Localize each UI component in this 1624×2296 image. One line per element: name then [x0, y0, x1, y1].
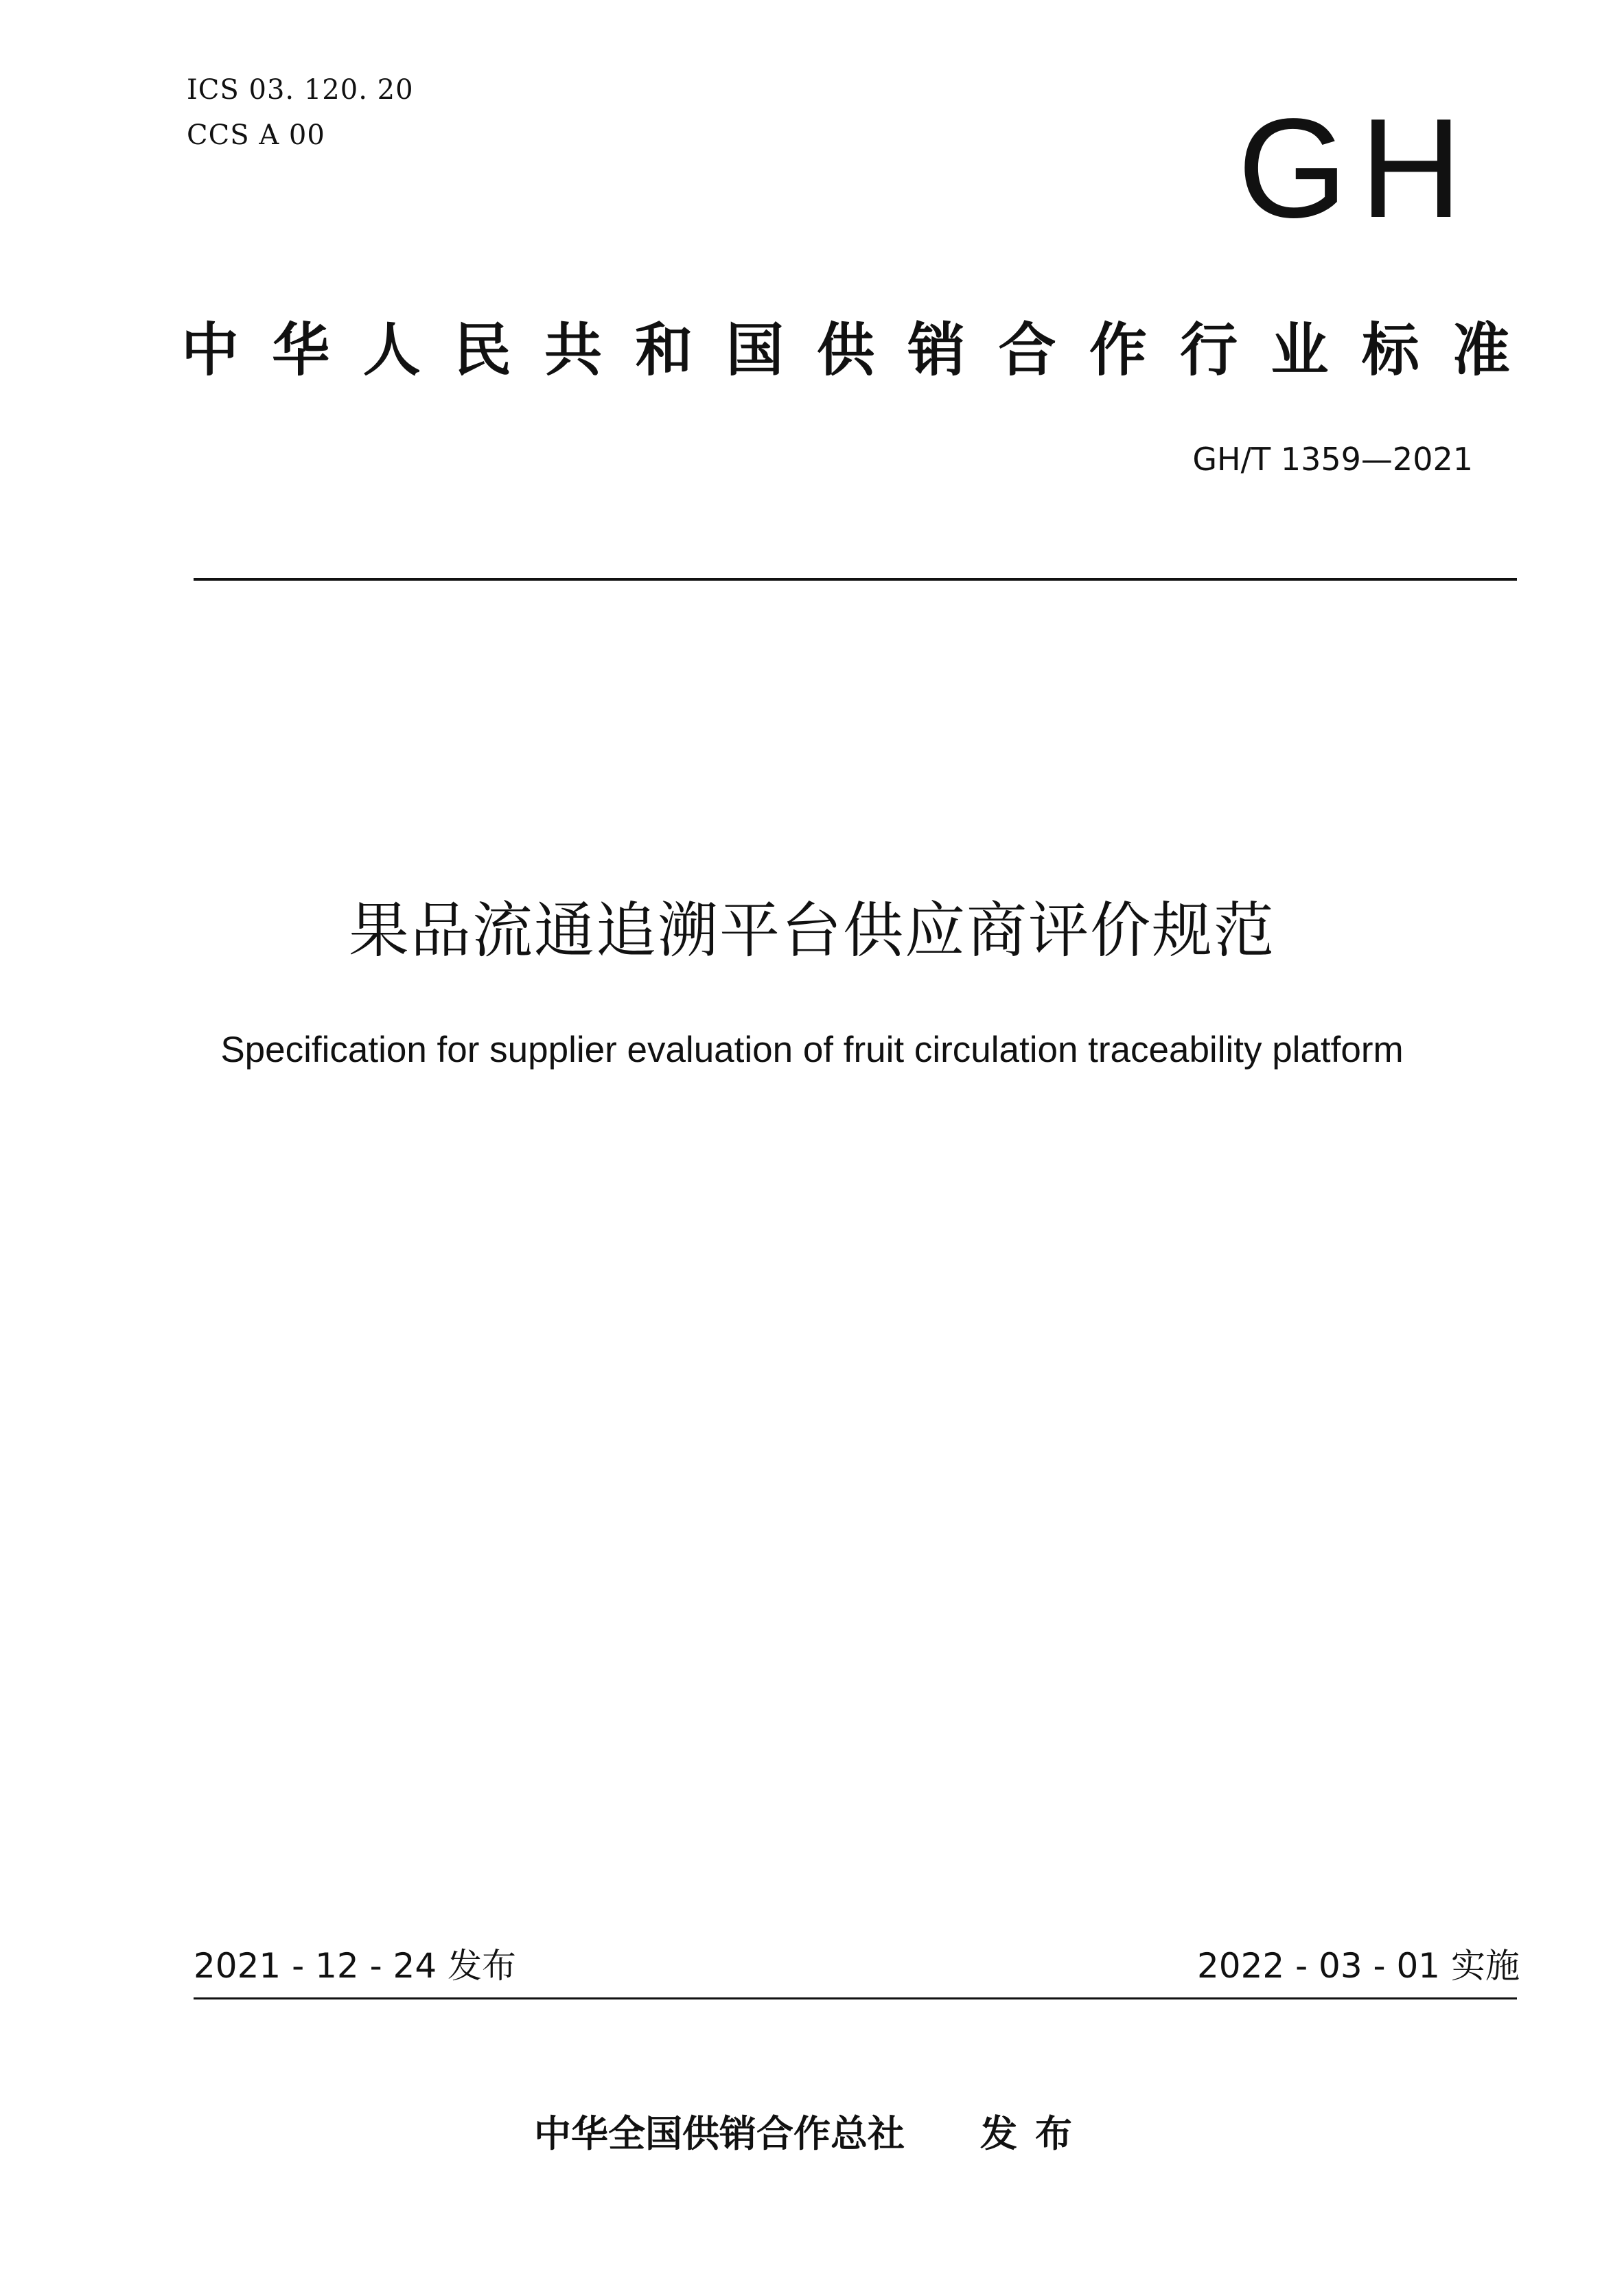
ics-code: ICS 03. 120. 20: [187, 74, 414, 106]
effective-date: 2022 - 03 - 01 实施: [1196, 1946, 1520, 1986]
publisher-name: 中华全国供销合作总社: [534, 2112, 905, 2155]
standard-number: GH/T 1359—2021: [1192, 441, 1473, 478]
footer-divider: [194, 1997, 1517, 1999]
publisher-line: [0, 2110, 1624, 2158]
publish-action: 发布: [980, 2112, 1090, 2155]
gh-logo: GH: [1238, 89, 1474, 247]
document-title-cn: 果品流通追溯平台供应商评价规范: [348, 895, 1275, 966]
publish-date: 2021 - 12 - 24 发布: [194, 1946, 517, 1986]
document-title-en: Specification for supplier evaluation of fruit circulation traceability platform: [220, 1030, 1404, 1070]
ccs-code: CCS A 00: [187, 119, 325, 151]
standard-category-title: 中华人民共和国供销合作行业标准: [181, 316, 1510, 384]
header-divider: [194, 578, 1517, 581]
